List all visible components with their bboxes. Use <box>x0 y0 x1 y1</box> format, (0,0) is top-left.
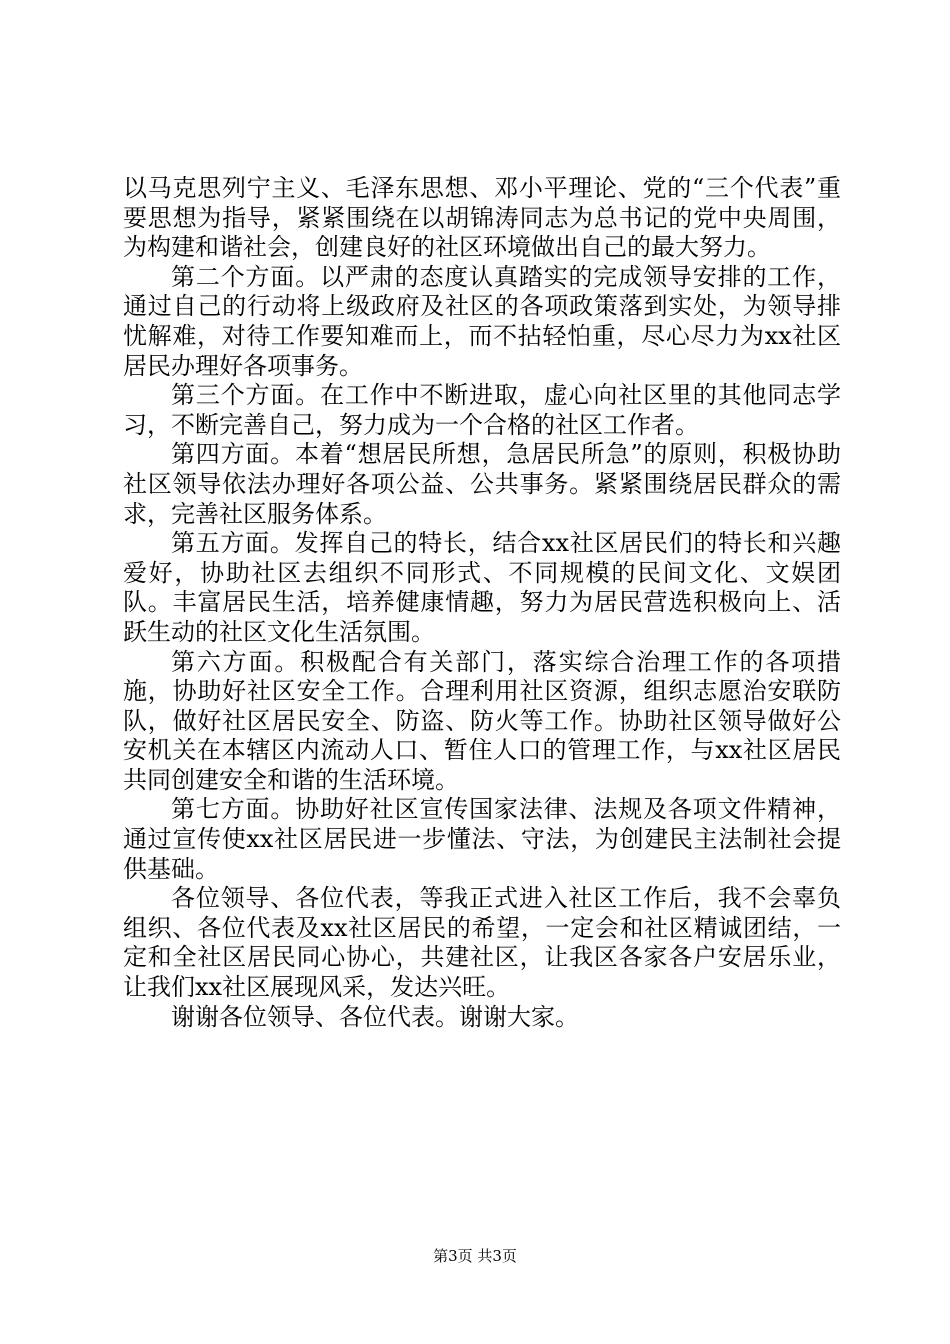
paragraph-3: 第三个方面。在工作中不断进取，虚心向社区里的其他同志学习，不断完善自己，努力成为一个合格的社区工作者。 <box>123 381 841 439</box>
paragraph-7: 第七方面。协助好社区宣传国家法律、法规及各项文件精神，通过宣传使xx社区居民进一步懂法、守法，为创建民主法制社会提供基础。 <box>123 795 841 883</box>
paragraph-9: 谢谢各位领导、各位代表。谢谢大家。 <box>171 1002 579 1031</box>
paragraph-8: 各位领导、各位代表，等我正式进入社区工作后，我不会辜负组织、各位代表及xx社区居民的希望，一定会和社区精诚团结，一定和全社区居民同心协心，共建社区，让我区各家各户安居乐业，让我们xx社区展现风采，发达兴旺。 <box>123 884 841 1002</box>
paragraph-1: 以马克思列宁主义、毛泽东思想、邓小平理论、党的“三个代表”重要思想为指导，紧紧围绕在以胡锦涛同志为总书记的党中央周围，为构建和谐社会，创建良好的社区环境做出自己的最大努力。 <box>123 174 841 262</box>
paragraph-4: 第四方面。本着“想居民所想，急居民所急”的原则，积极协助社区领导依法办理好各项公益、公共事务。紧紧围绕居民群众的需求，完善社区服务体系。 <box>123 440 841 528</box>
document-body <box>123 174 841 1032</box>
paragraph-6: 第六方面。积极配合有关部门，落实综合治理工作的各项措施，协助好社区安全工作。合理利用社区资源，组织志愿治安联防队，做好社区居民安全、防盗、防火等工作。协助社区领导做好公安机关在本辖区内流动人口、暂住人口的管理工作，与xx社区居民共同创建安全和谐的生活环境。 <box>123 647 841 794</box>
page-footer: 第3页 共3页 <box>433 1247 517 1265</box>
paragraph-2: 第二个方面。以严肃的态度认真踏实的完成领导安排的工作，通过自己的行动将上级政府及社区的各项政策落到实处，为领导排忧解难，对待工作要知难而上，而不拈轻怕重，尽心尽力为xx社区居民办理好各项事务。 <box>123 262 841 380</box>
paragraph-5: 第五方面。发挥自己的特长，结合xx社区居民们的特长和兴趣爱好，协助社区去组织不同形式、不同规模的民间文化、文娱团队。丰富居民生活，培养健康情趣，努力为居民营选积极向上、活跃生动的社区文化生活氛围。 <box>123 529 841 646</box>
